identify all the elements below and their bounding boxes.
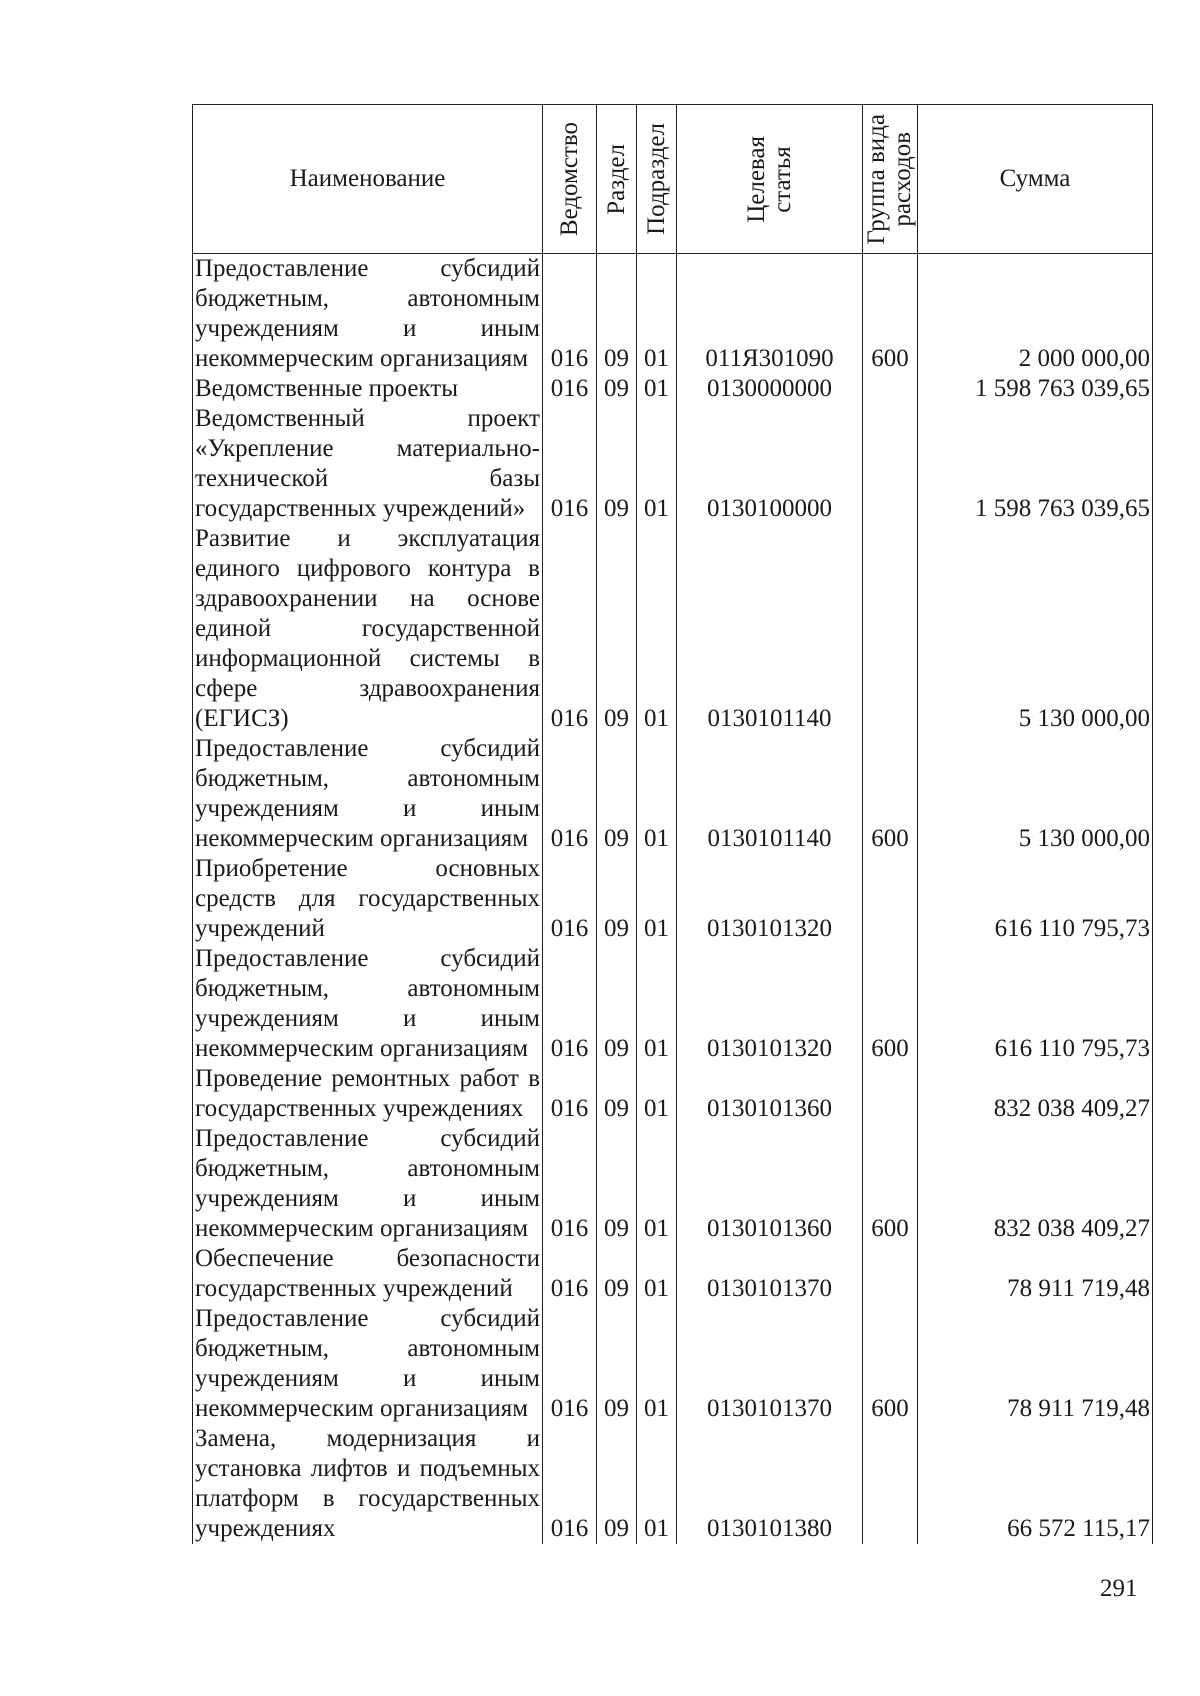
- table-row: [193, 404, 1153, 524]
- row-vedomstvo: 016: [543, 1124, 597, 1244]
- table-row: [193, 734, 1153, 854]
- row-target-article: 0130101140: [677, 524, 863, 734]
- budget-table: [192, 104, 1153, 1544]
- row-vedomstvo: 016: [543, 374, 597, 404]
- row-sum: 1 598 763 039,65: [918, 404, 1153, 524]
- row-podrazdel: 01: [637, 1424, 677, 1544]
- row-vedomstvo: 016: [543, 1244, 597, 1304]
- table-row: [193, 1124, 1153, 1244]
- table-row: [193, 1304, 1153, 1424]
- table-row: [193, 854, 1153, 944]
- row-name: Предоставление субсидий бюджетным, автономным учреждениям и иным некоммерческим организациям: [193, 254, 543, 375]
- row-sum: 2 000 000,00: [918, 254, 1153, 375]
- row-target-article: 0130101140: [677, 734, 863, 854]
- row-vedomstvo: 016: [543, 944, 597, 1064]
- row-podrazdel: 01: [637, 254, 677, 375]
- row-sum: 1 598 763 039,65: [918, 374, 1153, 404]
- row-name: Приобретение основных средств для государственных учреждений: [193, 854, 543, 944]
- row-target-article: 0130101320: [677, 854, 863, 944]
- row-podrazdel: 01: [637, 1124, 677, 1244]
- row-target-article: 0130101360: [677, 1064, 863, 1124]
- row-podrazdel: 01: [637, 854, 677, 944]
- row-razdel: 09: [597, 404, 637, 524]
- row-target-article: 0130101380: [677, 1424, 863, 1544]
- row-razdel: 09: [597, 1124, 637, 1244]
- row-expense-group: 600: [863, 734, 918, 854]
- row-podrazdel: 01: [637, 734, 677, 854]
- header-podrazdel: Подраздел: [637, 105, 677, 254]
- table-row: [193, 1424, 1153, 1544]
- row-name: Проведение ремонтных работ в государственных учреждениях: [193, 1064, 543, 1124]
- header-vedomstvo: Ведомство: [543, 105, 597, 254]
- header-name: Наименование: [193, 105, 543, 254]
- table-row: [193, 944, 1153, 1064]
- row-name: Предоставление субсидий бюджетным, автономным учреждениям и иным некоммерческим организациям: [193, 944, 543, 1064]
- row-podrazdel: 01: [637, 1304, 677, 1424]
- row-name: Предоставление субсидий бюджетным, автономным учреждениям и иным некоммерческим организациям: [193, 1304, 543, 1424]
- budget-table-frame: [192, 104, 1152, 1544]
- row-expense-group: 600: [863, 1124, 918, 1244]
- table-row: [193, 1244, 1153, 1304]
- row-sum: 78 911 719,48: [918, 1244, 1153, 1304]
- row-podrazdel: 01: [637, 404, 677, 524]
- row-razdel: 09: [597, 374, 637, 404]
- row-target-article: 0130101360: [677, 1124, 863, 1244]
- row-razdel: 09: [597, 254, 637, 375]
- row-razdel: 09: [597, 1244, 637, 1304]
- row-target-article: 0130100000: [677, 404, 863, 524]
- row-podrazdel: 01: [637, 374, 677, 404]
- row-expense-group: [863, 404, 918, 524]
- table-row: [193, 524, 1153, 734]
- row-sum: 616 110 795,73: [918, 944, 1153, 1064]
- row-name: Ведомственные проекты: [193, 374, 543, 404]
- row-vedomstvo: 016: [543, 1424, 597, 1544]
- row-razdel: 09: [597, 944, 637, 1064]
- row-expense-group: [863, 1244, 918, 1304]
- table-row: [193, 374, 1153, 404]
- row-sum: 832 038 409,27: [918, 1064, 1153, 1124]
- row-sum: 5 130 000,00: [918, 524, 1153, 734]
- row-vedomstvo: 016: [543, 1304, 597, 1424]
- row-target-article: 0130000000: [677, 374, 863, 404]
- row-expense-group: [863, 1064, 918, 1124]
- header-row: [193, 105, 1153, 254]
- row-name: Развитие и эксплуатация единого цифрового контура в здравоохранении на основе единой государственной информационной системы в сфере здравоохранения (ЕГИСЗ): [193, 524, 543, 734]
- row-vedomstvo: 016: [543, 254, 597, 375]
- row-target-article: 0130101320: [677, 944, 863, 1064]
- row-sum: 5 130 000,00: [918, 734, 1153, 854]
- row-razdel: 09: [597, 854, 637, 944]
- header-sum: Сумма: [918, 105, 1153, 254]
- header-expense-group: Группа вида расходов: [863, 105, 918, 254]
- row-razdel: 09: [597, 1064, 637, 1124]
- row-name: Предоставление субсидий бюджетным, автономным учреждениям и иным некоммерческим организациям: [193, 734, 543, 854]
- row-razdel: 09: [597, 734, 637, 854]
- header-target-article: Целевая статья: [677, 105, 863, 254]
- page-number: 291: [1100, 1575, 1138, 1602]
- row-expense-group: [863, 854, 918, 944]
- row-sum: 616 110 795,73: [918, 854, 1153, 944]
- row-podrazdel: 01: [637, 944, 677, 1064]
- row-name: Обеспечение безопасности государственных учреждений: [193, 1244, 543, 1304]
- row-name: Предоставление субсидий бюджетным, автономным учреждениям и иным некоммерческим организациям: [193, 1124, 543, 1244]
- row-podrazdel: 01: [637, 1064, 677, 1124]
- row-vedomstvo: 016: [543, 404, 597, 524]
- row-expense-group: [863, 1424, 918, 1544]
- row-vedomstvo: 016: [543, 524, 597, 734]
- row-sum: 832 038 409,27: [918, 1124, 1153, 1244]
- row-razdel: 09: [597, 1424, 637, 1544]
- row-vedomstvo: 016: [543, 1064, 597, 1124]
- row-sum: 66 572 115,17: [918, 1424, 1153, 1544]
- header-razdel: Раздел: [597, 105, 637, 254]
- row-name: Ведомственный проект «Укрепление материально-технической базы государственных учреждений»: [193, 404, 543, 524]
- row-name: Замена, модернизация и установка лифтов и подъемных платформ в государственных учреждениях: [193, 1424, 543, 1544]
- row-vedomstvo: 016: [543, 734, 597, 854]
- row-expense-group: [863, 374, 918, 404]
- row-vedomstvo: 016: [543, 854, 597, 944]
- row-expense-group: [863, 524, 918, 734]
- row-podrazdel: 01: [637, 524, 677, 734]
- row-podrazdel: 01: [637, 1244, 677, 1304]
- row-expense-group: 600: [863, 1304, 918, 1424]
- row-expense-group: 600: [863, 944, 918, 1064]
- row-target-article: 0130101370: [677, 1244, 863, 1304]
- row-sum: 78 911 719,48: [918, 1304, 1153, 1424]
- row-expense-group: 600: [863, 254, 918, 375]
- row-target-article: 011Я301090: [677, 254, 863, 375]
- row-razdel: 09: [597, 1304, 637, 1424]
- row-razdel: 09: [597, 524, 637, 734]
- table-row: [193, 254, 1153, 375]
- table-row: [193, 1064, 1153, 1124]
- row-target-article: 0130101370: [677, 1304, 863, 1424]
